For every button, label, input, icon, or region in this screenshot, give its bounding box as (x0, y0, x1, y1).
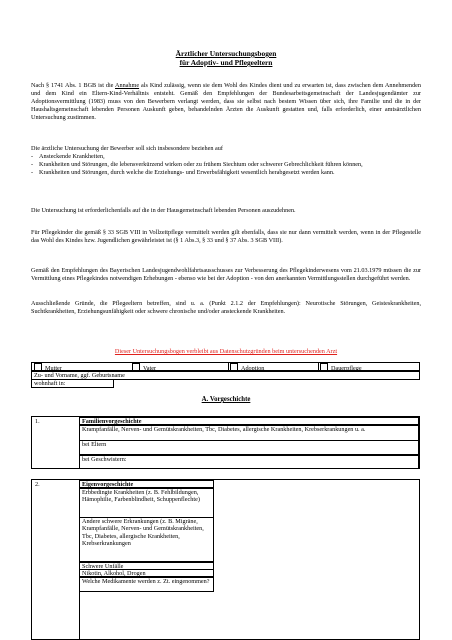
scope-bullet (31, 153, 421, 161)
checkbox-label: Vater (143, 365, 157, 372)
family-history-title: Familienvorgeschichte (82, 418, 142, 425)
intro-paragraph (31, 82, 421, 122)
scope-intro: Die ärztliche Untersuchung der Bewerber soll sich insbesondere beziehen auf (31, 145, 223, 152)
section-number: 1. (35, 418, 40, 425)
document-title: Ärztlicher Untersuchungsbogen (175, 49, 277, 58)
own-history-item-text: Welche Medikamente werden z. Zt. eingenommen? (82, 577, 210, 585)
recommendation-paragraph: Gemäß den Empfehlungen des Bayerischen Landesjugendwohlfahrtsausschusses zur Verbesserung des Pflegekinderwesens vom 21.03.1979 müssen die zur Vermittlung eines Pflegekindes notwendigen Erhebungen - ebenso wie bei der Adoption - von den anerkannten Vermittlungsstellen durchgeführt werden. (31, 267, 421, 282)
intro-text-start: Nach § 1741 Abs. 1 BGB ist die (31, 82, 116, 89)
exclusion-paragraph: Ausschließende Gründe, die Pflegeeltern betreffen, sind u. a. (Punkt 2.1.2 der Empfehlungen): Neurotische Störungen, Geisteskrankheiten, Suchtkrankheiten, Erziehungsunfähigkeit oder schwere chronische und/oder ansteckende Krankheiten. (31, 300, 421, 315)
scope-bullet-text: Krankheiten und Störungen, durch welche die Erziehungs- und Erwerbsfähigkeit wesentlich herabgesetzt werden kann. (39, 168, 335, 176)
section-a-heading: A. Vorgeschichte (201, 396, 251, 403)
own-history-item-hereditary[interactable] (79, 488, 214, 518)
siblings-label: bei Geschwistern: (82, 455, 127, 463)
foster-paragraph: Für Pflegekinder die gemäß § 33 SGB VIII in Vollzeitpflege vermittelt werden gilt ebenfalls, dass sie nur dann vermittelt werden, wenn in der Pflegestelle das Wohl des Kindes hzw. Jugendlichen gewährleistet ist (§ 1 Abs.3, § 33 und § 37 Abs. 3 SGB VIII). (31, 229, 421, 244)
household-paragraph: Die Untersuchung ist erforderlichenfalls auf die in der Hausgemeinschaft lebenden Personen auszudehnen. (31, 207, 296, 214)
privacy-notice (31, 348, 421, 356)
own-history-item-text: Andere schwere Erkrankungen (z. B. Migräne, Krampfanfälle, Nerven- und Gemütskrankheiten, Tbc, Diabetes, allergische Krankheiten, Krebserkrankungen (82, 518, 204, 548)
bullet-dash: - (31, 152, 34, 160)
privacy-notice-text: Dieser Untersuchungsbogen verbleibt aus Datenschutzgründen beim untersuchenden Arzt (114, 348, 338, 355)
address-label: wohnhaft in: (34, 380, 66, 387)
family-history-text: Krampfanfälle, Nerven- und Gemütskrankheiten, Tbc, Diabetes, allergische Krankheiten, Krebserkrankungen u. a. (82, 425, 366, 433)
bullet-dash: - (31, 160, 34, 168)
own-history-item-text: Nikotin, Alkohol, Drogen (82, 570, 146, 577)
intro-text-rest: als Kind zulässig, wenn sie dem Wohl des Kindes dient und zu erwarten ist, dass zwischen dem Annehmenden und dem Kind ein Eltern-Kind-Verhältnis entsteht. Gemäß den Empfehlungen der Bundesarbeitsgemeinschaft der Landesjugendämter zur Adoptionsvermittlung (1983) muss von den Bewerbern verlangt werden, dass sie selbst nach bestem Wissen über sich, ihre Familie und die in der Haushaltsgemeinschaft lebenden Personen Auskunft geben, behandelnden Ärzten die Auskunft gestatten und, falls erforderlich, einer amtsärztlichen Untersuchung zustimmen. (31, 82, 422, 121)
scope-bullet (31, 161, 421, 169)
bullet-dash: - (31, 168, 34, 176)
own-history-item-severe-illness[interactable] (79, 517, 214, 562)
address-field[interactable] (31, 379, 114, 388)
intro-underlined-term: Annahme (115, 82, 140, 89)
name-label: Zu- und Vorname, ggf. Geburtsname (34, 371, 125, 379)
checkbox-label: Mutter (45, 365, 62, 372)
own-history-item-medication[interactable] (79, 577, 214, 592)
family-history-siblings-field[interactable] (79, 455, 419, 469)
family-history-section (31, 416, 420, 469)
own-history-section (31, 479, 420, 640)
family-history-conditions (79, 425, 419, 441)
section-number: 2. (35, 481, 40, 488)
document-subtitle: für Adoptiv- und Pflegeeltern (179, 58, 273, 67)
checkbox-label: Dauerpflege (331, 365, 362, 372)
family-history-parents-field[interactable] (79, 440, 419, 455)
own-history-item-text: Schwere Unfälle (82, 562, 124, 570)
scope-bullet-text: Ansteckende Krankheiten, (39, 152, 105, 160)
own-history-item-text: Erbbedingte Krankheiten (z. B. Fehlbildungen, Hämophilie, Farbenblindheit, Schuppenflechte) (82, 488, 200, 503)
scope-bullet-text: Krankheiten und Störungen, die lebensverkürzend wirken oder zu frühem Siechtum oder schwerer Gebrechlichkeit führen können, (39, 160, 363, 168)
own-history-title: Eigenvorgeschichte (82, 481, 134, 488)
examination-scope (31, 145, 421, 177)
checkbox-label: Adoption (241, 365, 265, 372)
parents-label: bei Eltern (82, 441, 107, 448)
scope-bullet (31, 169, 421, 177)
